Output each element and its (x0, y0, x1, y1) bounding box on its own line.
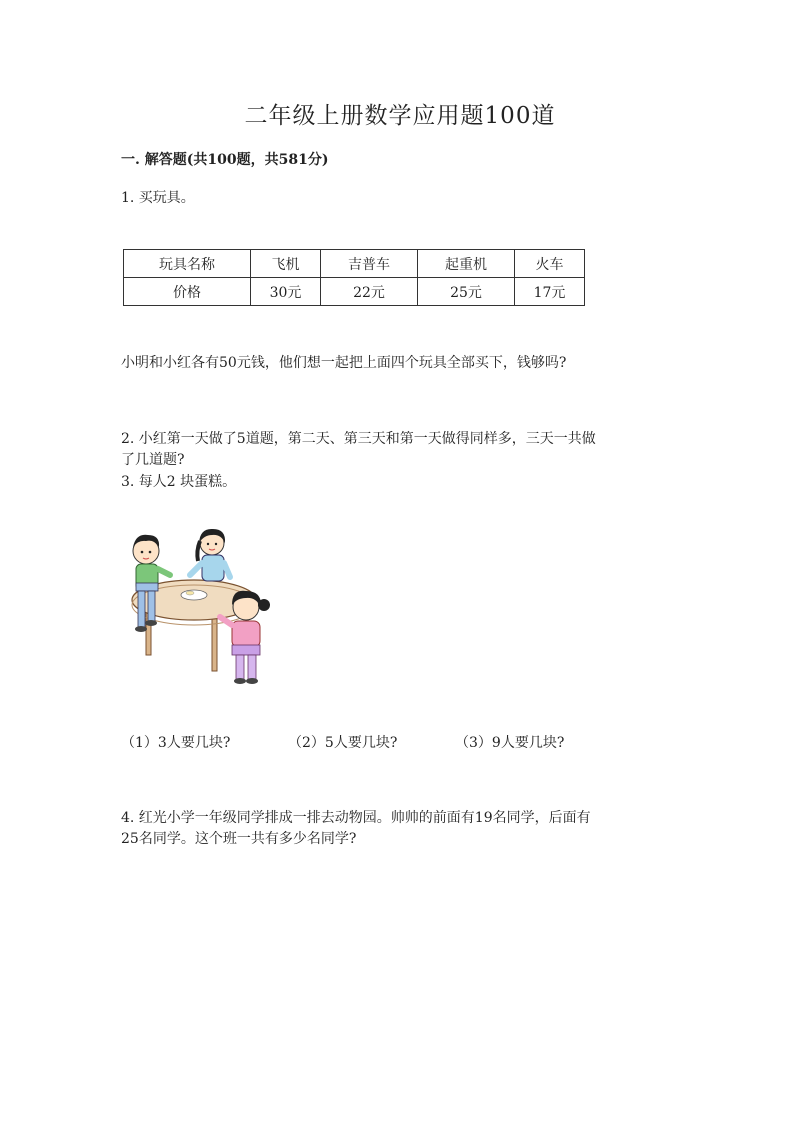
table-cell: 22元 (321, 278, 418, 306)
table-row (124, 278, 585, 306)
question-2-line-2: 了几道题? (121, 452, 185, 468)
table-cell: 25元 (418, 278, 515, 306)
section-heading: 一. 解答题(共100题，共581分) (121, 152, 329, 168)
table-cell: 飞机 (251, 250, 321, 278)
toy-price-table (123, 249, 585, 306)
question-3-sub-3: （3）9人要几块? (455, 735, 565, 751)
question-1-text: 小明和小红各有50元钱，他们想一起把上面四个玩具全部买下，钱够吗? (121, 355, 567, 371)
table-cell: 火车 (515, 250, 585, 278)
table-cell: 30元 (251, 278, 321, 306)
table-row (124, 250, 585, 278)
page-title: 二年级上册数学应用题100道 (244, 103, 556, 129)
table-cell: 起重机 (418, 250, 515, 278)
question-1-label: 1. 买玩具。 (121, 190, 195, 206)
children-at-table-illustration (124, 525, 280, 687)
question-3-sub-2: （2）5人要几块? (288, 735, 398, 751)
question-3-label: 3. 每人2 块蛋糕。 (121, 474, 237, 490)
question-3-sub-1: （1）3人要几块? (121, 735, 231, 751)
table-cell: 玩具名称 (124, 250, 251, 278)
question-2-line-1: 2. 小红第一天做了5道题，第二天、第三天和第一天做得同样多，三天一共做 (121, 431, 596, 447)
table-cell: 吉普车 (321, 250, 418, 278)
table-cell: 价格 (124, 278, 251, 306)
question-4-line-2: 25名同学。这个班一共有多少名同学? (121, 831, 357, 847)
table-cell: 17元 (515, 278, 585, 306)
question-4-line-1: 4. 红光小学一年级同学排成一排去动物园。帅帅的前面有19名同学，后面有 (121, 810, 591, 826)
